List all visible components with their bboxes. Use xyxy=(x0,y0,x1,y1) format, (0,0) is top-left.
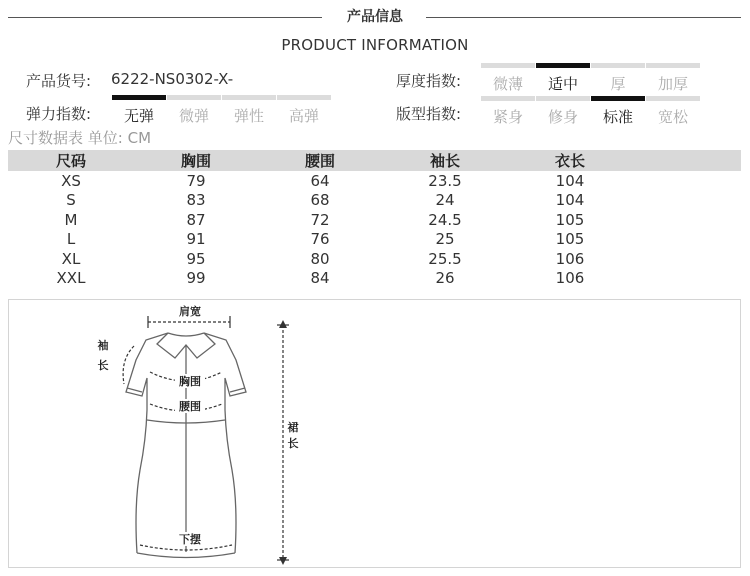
size-table-header-cell: 腰围 xyxy=(258,150,382,171)
length-arrow-down xyxy=(279,557,287,565)
size-table-cell: S xyxy=(66,191,76,210)
sleeve-label-1: 袖 xyxy=(97,339,109,352)
size-table-cell: XL xyxy=(61,249,81,268)
size-table-cell: XS xyxy=(61,171,81,190)
size-table-cell: 25 xyxy=(435,230,455,249)
elasticity-option-label: 高弹 xyxy=(288,107,319,125)
size-table-header-cell: 衣长 xyxy=(508,150,632,171)
length-label-1: 裙 xyxy=(287,421,299,434)
fit-option-label: 标准 xyxy=(602,108,633,126)
thickness-option-label: 适中 xyxy=(547,75,578,93)
size-table-cell: 87 xyxy=(186,210,206,229)
dress-hem xyxy=(137,553,235,558)
product-code-value: 6222-NS0302-X- xyxy=(111,70,234,88)
size-table-cell: 95 xyxy=(186,249,206,268)
size-table-cell: M xyxy=(64,210,78,229)
size-table-cell: 24 xyxy=(435,191,455,210)
size-table-header-cell: 尺码 xyxy=(8,150,134,171)
elasticity-option-label: 无弹 xyxy=(123,107,154,125)
size-table-cell: 79 xyxy=(186,171,206,190)
thickness-option-label: 厚 xyxy=(610,75,626,93)
length-label-2: 长 xyxy=(287,437,299,450)
section-subtitle: PRODUCT INFORMATION xyxy=(281,36,469,54)
thickness-option-label: 加厚 xyxy=(657,75,688,93)
size-table-cell: L xyxy=(66,230,76,249)
size-table-cell: 24.5 xyxy=(428,210,462,229)
size-table-cell: 83 xyxy=(186,191,206,210)
right-sleeve-cuff xyxy=(230,388,245,392)
length-arrow-up xyxy=(279,320,287,328)
size-table-cell: 99 xyxy=(186,269,206,288)
elasticity-option-label: 弹性 xyxy=(233,107,264,125)
size-table-header-cell: 胸围 xyxy=(134,150,258,171)
size-table-cell: 91 xyxy=(186,230,206,249)
fit-label: 版型指数: xyxy=(396,105,462,123)
size-table-cell: 104 xyxy=(555,191,585,210)
size-table-cell: 72 xyxy=(310,210,330,229)
sleeve-label-2: 长 xyxy=(97,359,109,372)
size-table-header-cell: 袖长 xyxy=(382,150,508,171)
elasticity-label: 弹力指数: xyxy=(26,105,92,123)
section-title: 产品信息 xyxy=(347,9,403,25)
sleeve-guide xyxy=(123,346,134,384)
size-table-cell: 84 xyxy=(310,269,330,288)
fit-option-label: 宽松 xyxy=(657,108,688,126)
waist-label: 腰围 xyxy=(179,400,201,413)
shoulder-label: 肩宽 xyxy=(179,305,201,318)
hem-label: 下摆 xyxy=(179,533,201,546)
size-table-cell: 106 xyxy=(555,269,585,288)
size-table-cell: 64 xyxy=(310,171,330,190)
size-table-cell: 26 xyxy=(435,269,455,288)
size-table-cell: 23.5 xyxy=(428,171,462,190)
thickness-option-label: 微薄 xyxy=(492,75,523,93)
size-table-cell: 76 xyxy=(310,230,330,249)
dress-right-side xyxy=(204,333,246,553)
chest-label: 胸围 xyxy=(179,375,201,388)
fit-option-label: 修身 xyxy=(547,108,578,126)
size-table-cell: 25.5 xyxy=(428,249,462,268)
size-table-cell: 104 xyxy=(555,171,585,190)
size-table-cell: XXL xyxy=(56,269,86,288)
size-table-cell: 106 xyxy=(555,249,585,268)
size-table-cell: 105 xyxy=(555,230,585,249)
size-table-cell: 68 xyxy=(310,191,330,210)
dress-left-side xyxy=(126,333,168,553)
elasticity-option-label: 微弹 xyxy=(178,107,209,125)
product-code-label: 产品货号: xyxy=(26,72,92,90)
thickness-label: 厚度指数: xyxy=(396,72,462,90)
left-sleeve-cuff xyxy=(127,388,142,392)
size-table-cell: 105 xyxy=(555,210,585,229)
fit-option-label: 紧身 xyxy=(492,108,523,126)
size-table-note: 尺寸数据表 单位: CM xyxy=(8,129,152,147)
collar-back xyxy=(168,333,204,336)
size-table-cell: 80 xyxy=(310,249,330,268)
